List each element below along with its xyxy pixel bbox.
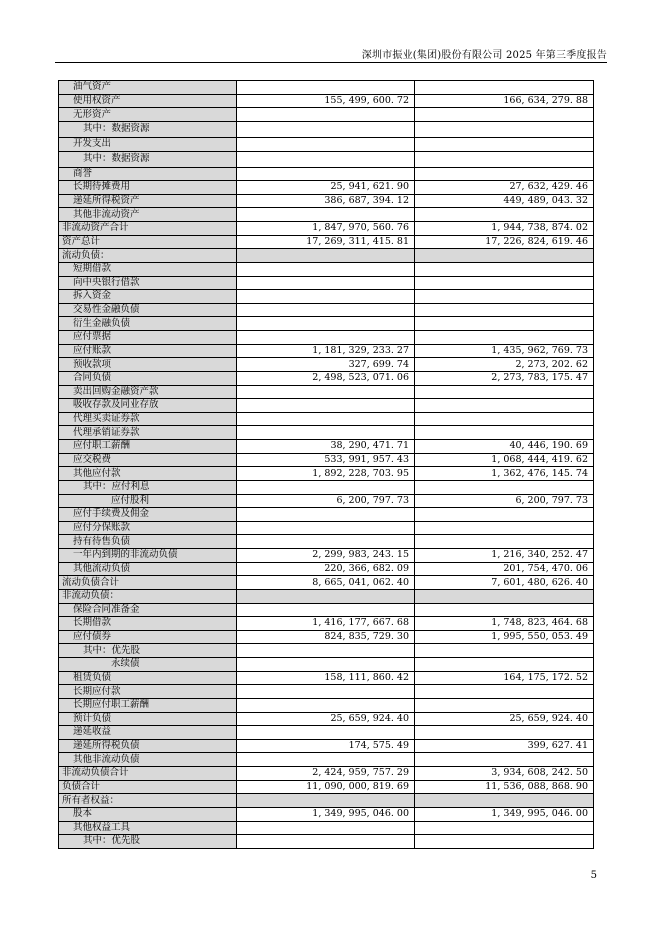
- current-period-value: [237, 412, 415, 426]
- current-period-value: [237, 290, 415, 304]
- current-period-value: 1, 416, 177, 667. 68: [237, 617, 415, 631]
- current-period-value: [237, 108, 415, 122]
- current-period-value: [237, 303, 415, 317]
- row-label: 无形资产: [59, 108, 237, 122]
- table-row: [59, 807, 594, 821]
- table-row: [59, 290, 594, 304]
- row-label: 代理买卖证券款: [59, 412, 237, 426]
- row-label: 拆入资金: [59, 290, 237, 304]
- prior-period-value: [415, 208, 594, 222]
- row-label: 非流动负债：: [59, 589, 237, 603]
- prior-period-value: 1, 435, 962, 769. 73: [415, 344, 594, 358]
- row-label: 商誉: [59, 167, 237, 181]
- current-period-value: [237, 399, 415, 413]
- table-row: [59, 480, 594, 494]
- row-label: 其他流动负债: [59, 562, 237, 576]
- prior-period-value: 27, 632, 429. 46: [415, 181, 594, 195]
- prior-period-value: 1, 944, 738, 874. 02: [415, 222, 594, 236]
- row-label: 所有者权益：: [59, 794, 237, 808]
- table-row: [59, 399, 594, 413]
- prior-period-value: 1, 362, 476, 145. 74: [415, 467, 594, 481]
- table-row: [59, 222, 594, 236]
- row-label: 衍生金融负债: [59, 317, 237, 331]
- table-row: [59, 167, 594, 181]
- prior-period-value: 449, 489, 043. 32: [415, 194, 594, 208]
- table-row: [59, 181, 594, 195]
- current-period-value: 2, 299, 983, 243. 15: [237, 549, 415, 563]
- table-row: [59, 235, 594, 249]
- row-label: 保险合同准备金: [59, 603, 237, 617]
- row-label: 其中：优先股: [59, 644, 237, 658]
- row-label: 负债合计: [59, 780, 237, 794]
- prior-period-value: 7, 601, 480, 626. 40: [415, 576, 594, 590]
- table-row: [59, 794, 594, 808]
- table-row: [59, 467, 594, 481]
- table-row: [59, 603, 594, 617]
- row-label: 长期借款: [59, 617, 237, 631]
- current-period-value: 11, 090, 000, 819. 69: [237, 780, 415, 794]
- prior-period-value: 1, 068, 444, 419. 62: [415, 453, 594, 467]
- table-row: [59, 835, 594, 849]
- row-label: 合同负债: [59, 371, 237, 385]
- current-period-value: 1, 847, 970, 560. 76: [237, 222, 415, 236]
- table-row: [59, 137, 594, 151]
- row-label: 资产总计: [59, 235, 237, 249]
- table-row: [59, 358, 594, 372]
- current-period-value: [237, 685, 415, 699]
- current-period-value: 220, 366, 682. 09: [237, 562, 415, 576]
- current-period-value: [237, 794, 415, 808]
- row-label: 流动负债合计: [59, 576, 237, 590]
- table-row: [59, 617, 594, 631]
- prior-period-value: [415, 644, 594, 658]
- prior-period-value: [415, 399, 594, 413]
- prior-period-value: [415, 589, 594, 603]
- row-label: 其他应付款: [59, 467, 237, 481]
- row-label: 长期应付职工薪酬: [59, 698, 237, 712]
- table-row: [59, 81, 594, 95]
- prior-period-value: 166, 634, 279. 88: [415, 94, 594, 108]
- prior-period-value: [415, 262, 594, 276]
- prior-period-value: [415, 480, 594, 494]
- row-label: 非流动资产合计: [59, 222, 237, 236]
- prior-period-value: [415, 535, 594, 549]
- table-row: [59, 739, 594, 753]
- row-label: 吸收存款及同业存放: [59, 399, 237, 413]
- current-period-value: [237, 137, 415, 151]
- table-row: [59, 453, 594, 467]
- balance-sheet-table: [58, 80, 594, 849]
- current-period-value: 2, 424, 959, 757. 29: [237, 767, 415, 781]
- table-row: [59, 151, 594, 167]
- prior-period-value: 1, 349, 995, 046. 00: [415, 807, 594, 821]
- page-number: 5: [590, 870, 597, 881]
- table-row: [59, 331, 594, 345]
- current-period-value: 1, 349, 995, 046. 00: [237, 807, 415, 821]
- row-label: 应付股利: [59, 494, 237, 508]
- current-period-value: [237, 698, 415, 712]
- current-period-value: [237, 480, 415, 494]
- prior-period-value: [415, 385, 594, 399]
- row-label: 递延收益: [59, 726, 237, 740]
- balance-sheet-body: [59, 81, 594, 849]
- table-row: [59, 644, 594, 658]
- table-row: [59, 317, 594, 331]
- row-label: 长期应付款: [59, 685, 237, 699]
- current-period-value: [237, 167, 415, 181]
- row-label: 交易性金融负债: [59, 303, 237, 317]
- prior-period-value: 2, 273, 202. 62: [415, 358, 594, 372]
- prior-period-value: 11, 536, 088, 868. 90: [415, 780, 594, 794]
- prior-period-value: [415, 108, 594, 122]
- row-label: 持有待售负债: [59, 535, 237, 549]
- current-period-value: 824, 835, 729. 30: [237, 630, 415, 644]
- current-period-value: [237, 249, 415, 263]
- row-label: 应付手续费及佣金: [59, 508, 237, 522]
- row-label: 一年内到期的非流动负债: [59, 549, 237, 563]
- row-label: 其他权益工具: [59, 821, 237, 835]
- current-period-value: 1, 892, 228, 703. 95: [237, 467, 415, 481]
- current-period-value: 533, 991, 957. 43: [237, 453, 415, 467]
- table-row: [59, 194, 594, 208]
- table-row: [59, 685, 594, 699]
- prior-period-value: 2, 273, 783, 175. 47: [415, 371, 594, 385]
- row-label: 股本: [59, 807, 237, 821]
- prior-period-value: [415, 753, 594, 767]
- table-row: [59, 549, 594, 563]
- current-period-value: 1, 181, 329, 233. 27: [237, 344, 415, 358]
- current-period-value: [237, 81, 415, 95]
- prior-period-value: 6, 200, 797. 73: [415, 494, 594, 508]
- table-row: [59, 767, 594, 781]
- prior-period-value: [415, 412, 594, 426]
- current-period-value: [237, 508, 415, 522]
- row-label: 应付债券: [59, 630, 237, 644]
- prior-period-value: [415, 331, 594, 345]
- row-label: 应交税费: [59, 453, 237, 467]
- row-label: 代理承销证券款: [59, 426, 237, 440]
- prior-period-value: [415, 726, 594, 740]
- table-row: [59, 671, 594, 685]
- table-row: [59, 208, 594, 222]
- header-divider: [55, 62, 607, 63]
- table-row: [59, 249, 594, 263]
- table-row: [59, 108, 594, 122]
- current-period-value: [237, 262, 415, 276]
- current-period-value: [237, 821, 415, 835]
- prior-period-value: [415, 603, 594, 617]
- current-period-value: [237, 385, 415, 399]
- prior-period-value: [415, 508, 594, 522]
- table-row: [59, 780, 594, 794]
- prior-period-value: 201, 754, 470. 06: [415, 562, 594, 576]
- table-row: [59, 576, 594, 590]
- table-row: [59, 121, 594, 137]
- prior-period-value: 1, 216, 340, 252. 47: [415, 549, 594, 563]
- current-period-value: 327, 699. 74: [237, 358, 415, 372]
- row-label: 长期待摊费用: [59, 181, 237, 195]
- prior-period-value: [415, 794, 594, 808]
- table-row: [59, 698, 594, 712]
- current-period-value: [237, 589, 415, 603]
- row-label: 卖出回购金融资产款: [59, 385, 237, 399]
- table-row: [59, 426, 594, 440]
- table-row: [59, 303, 594, 317]
- prior-period-value: 1, 995, 550, 053. 49: [415, 630, 594, 644]
- prior-period-value: [415, 521, 594, 535]
- current-period-value: 17, 269, 311, 415. 81: [237, 235, 415, 249]
- current-period-value: 155, 499, 600. 72: [237, 94, 415, 108]
- current-period-value: [237, 753, 415, 767]
- current-period-value: [237, 603, 415, 617]
- current-period-value: [237, 726, 415, 740]
- prior-period-value: [415, 249, 594, 263]
- prior-period-value: 1, 748, 823, 464. 68: [415, 617, 594, 631]
- current-period-value: [237, 521, 415, 535]
- row-label: 使用权资产: [59, 94, 237, 108]
- prior-period-value: [415, 698, 594, 712]
- current-period-value: [237, 151, 415, 167]
- current-period-value: [237, 426, 415, 440]
- table-row: [59, 440, 594, 454]
- current-period-value: 158, 111, 860. 42: [237, 671, 415, 685]
- current-period-value: [237, 535, 415, 549]
- prior-period-value: 399, 627. 41: [415, 739, 594, 753]
- table-row: [59, 385, 594, 399]
- prior-period-value: [415, 821, 594, 835]
- table-row: [59, 344, 594, 358]
- current-period-value: [237, 644, 415, 658]
- table-row: [59, 589, 594, 603]
- prior-period-value: [415, 426, 594, 440]
- prior-period-value: [415, 81, 594, 95]
- table-row: [59, 658, 594, 672]
- prior-period-value: 3, 934, 608, 242. 50: [415, 767, 594, 781]
- prior-period-value: 40, 446, 190. 69: [415, 440, 594, 454]
- row-label: 短期借款: [59, 262, 237, 276]
- row-label: 租赁负债: [59, 671, 237, 685]
- row-label: 其中：数据资源: [59, 151, 237, 167]
- prior-period-value: [415, 137, 594, 151]
- prior-period-value: [415, 685, 594, 699]
- current-period-value: [237, 658, 415, 672]
- current-period-value: [237, 276, 415, 290]
- table-row: [59, 535, 594, 549]
- table-row: [59, 821, 594, 835]
- row-label: 应付职工薪酬: [59, 440, 237, 454]
- table-row: [59, 630, 594, 644]
- row-label: 其中：优先股: [59, 835, 237, 849]
- prior-period-value: [415, 121, 594, 137]
- prior-period-value: [415, 303, 594, 317]
- current-period-value: 386, 687, 394. 12: [237, 194, 415, 208]
- row-label: 应付票据: [59, 331, 237, 345]
- report-header-title: 深圳市振业(集团)股份有限公司 2025 年第三季度报告: [361, 50, 607, 61]
- row-label: 流动负债：: [59, 249, 237, 263]
- prior-period-value: [415, 290, 594, 304]
- current-period-value: 38, 290, 471. 71: [237, 440, 415, 454]
- row-label: 预计负债: [59, 712, 237, 726]
- row-label: 递延所得税负债: [59, 739, 237, 753]
- row-label: 油气资产: [59, 81, 237, 95]
- row-label: 向中央银行借款: [59, 276, 237, 290]
- row-label: 递延所得税资产: [59, 194, 237, 208]
- current-period-value: 8, 665, 041, 062. 40: [237, 576, 415, 590]
- table-row: [59, 726, 594, 740]
- row-label: 非流动负债合计: [59, 767, 237, 781]
- prior-period-value: [415, 658, 594, 672]
- current-period-value: 174, 575. 49: [237, 739, 415, 753]
- prior-period-value: [415, 835, 594, 849]
- row-label: 其中：应付利息: [59, 480, 237, 494]
- row-label: 永续债: [59, 658, 237, 672]
- table-row: [59, 562, 594, 576]
- row-label: 预收款项: [59, 358, 237, 372]
- row-label: 应付账款: [59, 344, 237, 358]
- current-period-value: 2, 498, 523, 071. 06: [237, 371, 415, 385]
- row-label: 其他非流动负债: [59, 753, 237, 767]
- row-label: 应付分保账款: [59, 521, 237, 535]
- prior-period-value: [415, 276, 594, 290]
- current-period-value: 25, 941, 621. 90: [237, 181, 415, 195]
- table-row: [59, 371, 594, 385]
- table-row: [59, 412, 594, 426]
- table-row: [59, 508, 594, 522]
- prior-period-value: 17, 226, 824, 619. 46: [415, 235, 594, 249]
- current-period-value: 25, 659, 924. 40: [237, 712, 415, 726]
- current-period-value: [237, 317, 415, 331]
- row-label: 其他非流动资产: [59, 208, 237, 222]
- current-period-value: [237, 331, 415, 345]
- table-row: [59, 521, 594, 535]
- prior-period-value: 164, 175, 172. 52: [415, 671, 594, 685]
- current-period-value: [237, 121, 415, 137]
- row-label: 其中：数据资源: [59, 121, 237, 137]
- prior-period-value: [415, 167, 594, 181]
- table-row: [59, 94, 594, 108]
- table-row: [59, 494, 594, 508]
- table-row: [59, 712, 594, 726]
- prior-period-value: [415, 317, 594, 331]
- current-period-value: [237, 208, 415, 222]
- table-row: [59, 753, 594, 767]
- row-label: 开发支出: [59, 137, 237, 151]
- prior-period-value: 25, 659, 924. 40: [415, 712, 594, 726]
- current-period-value: [237, 835, 415, 849]
- current-period-value: 6, 200, 797. 73: [237, 494, 415, 508]
- prior-period-value: [415, 151, 594, 167]
- table-row: [59, 276, 594, 290]
- table-row: [59, 262, 594, 276]
